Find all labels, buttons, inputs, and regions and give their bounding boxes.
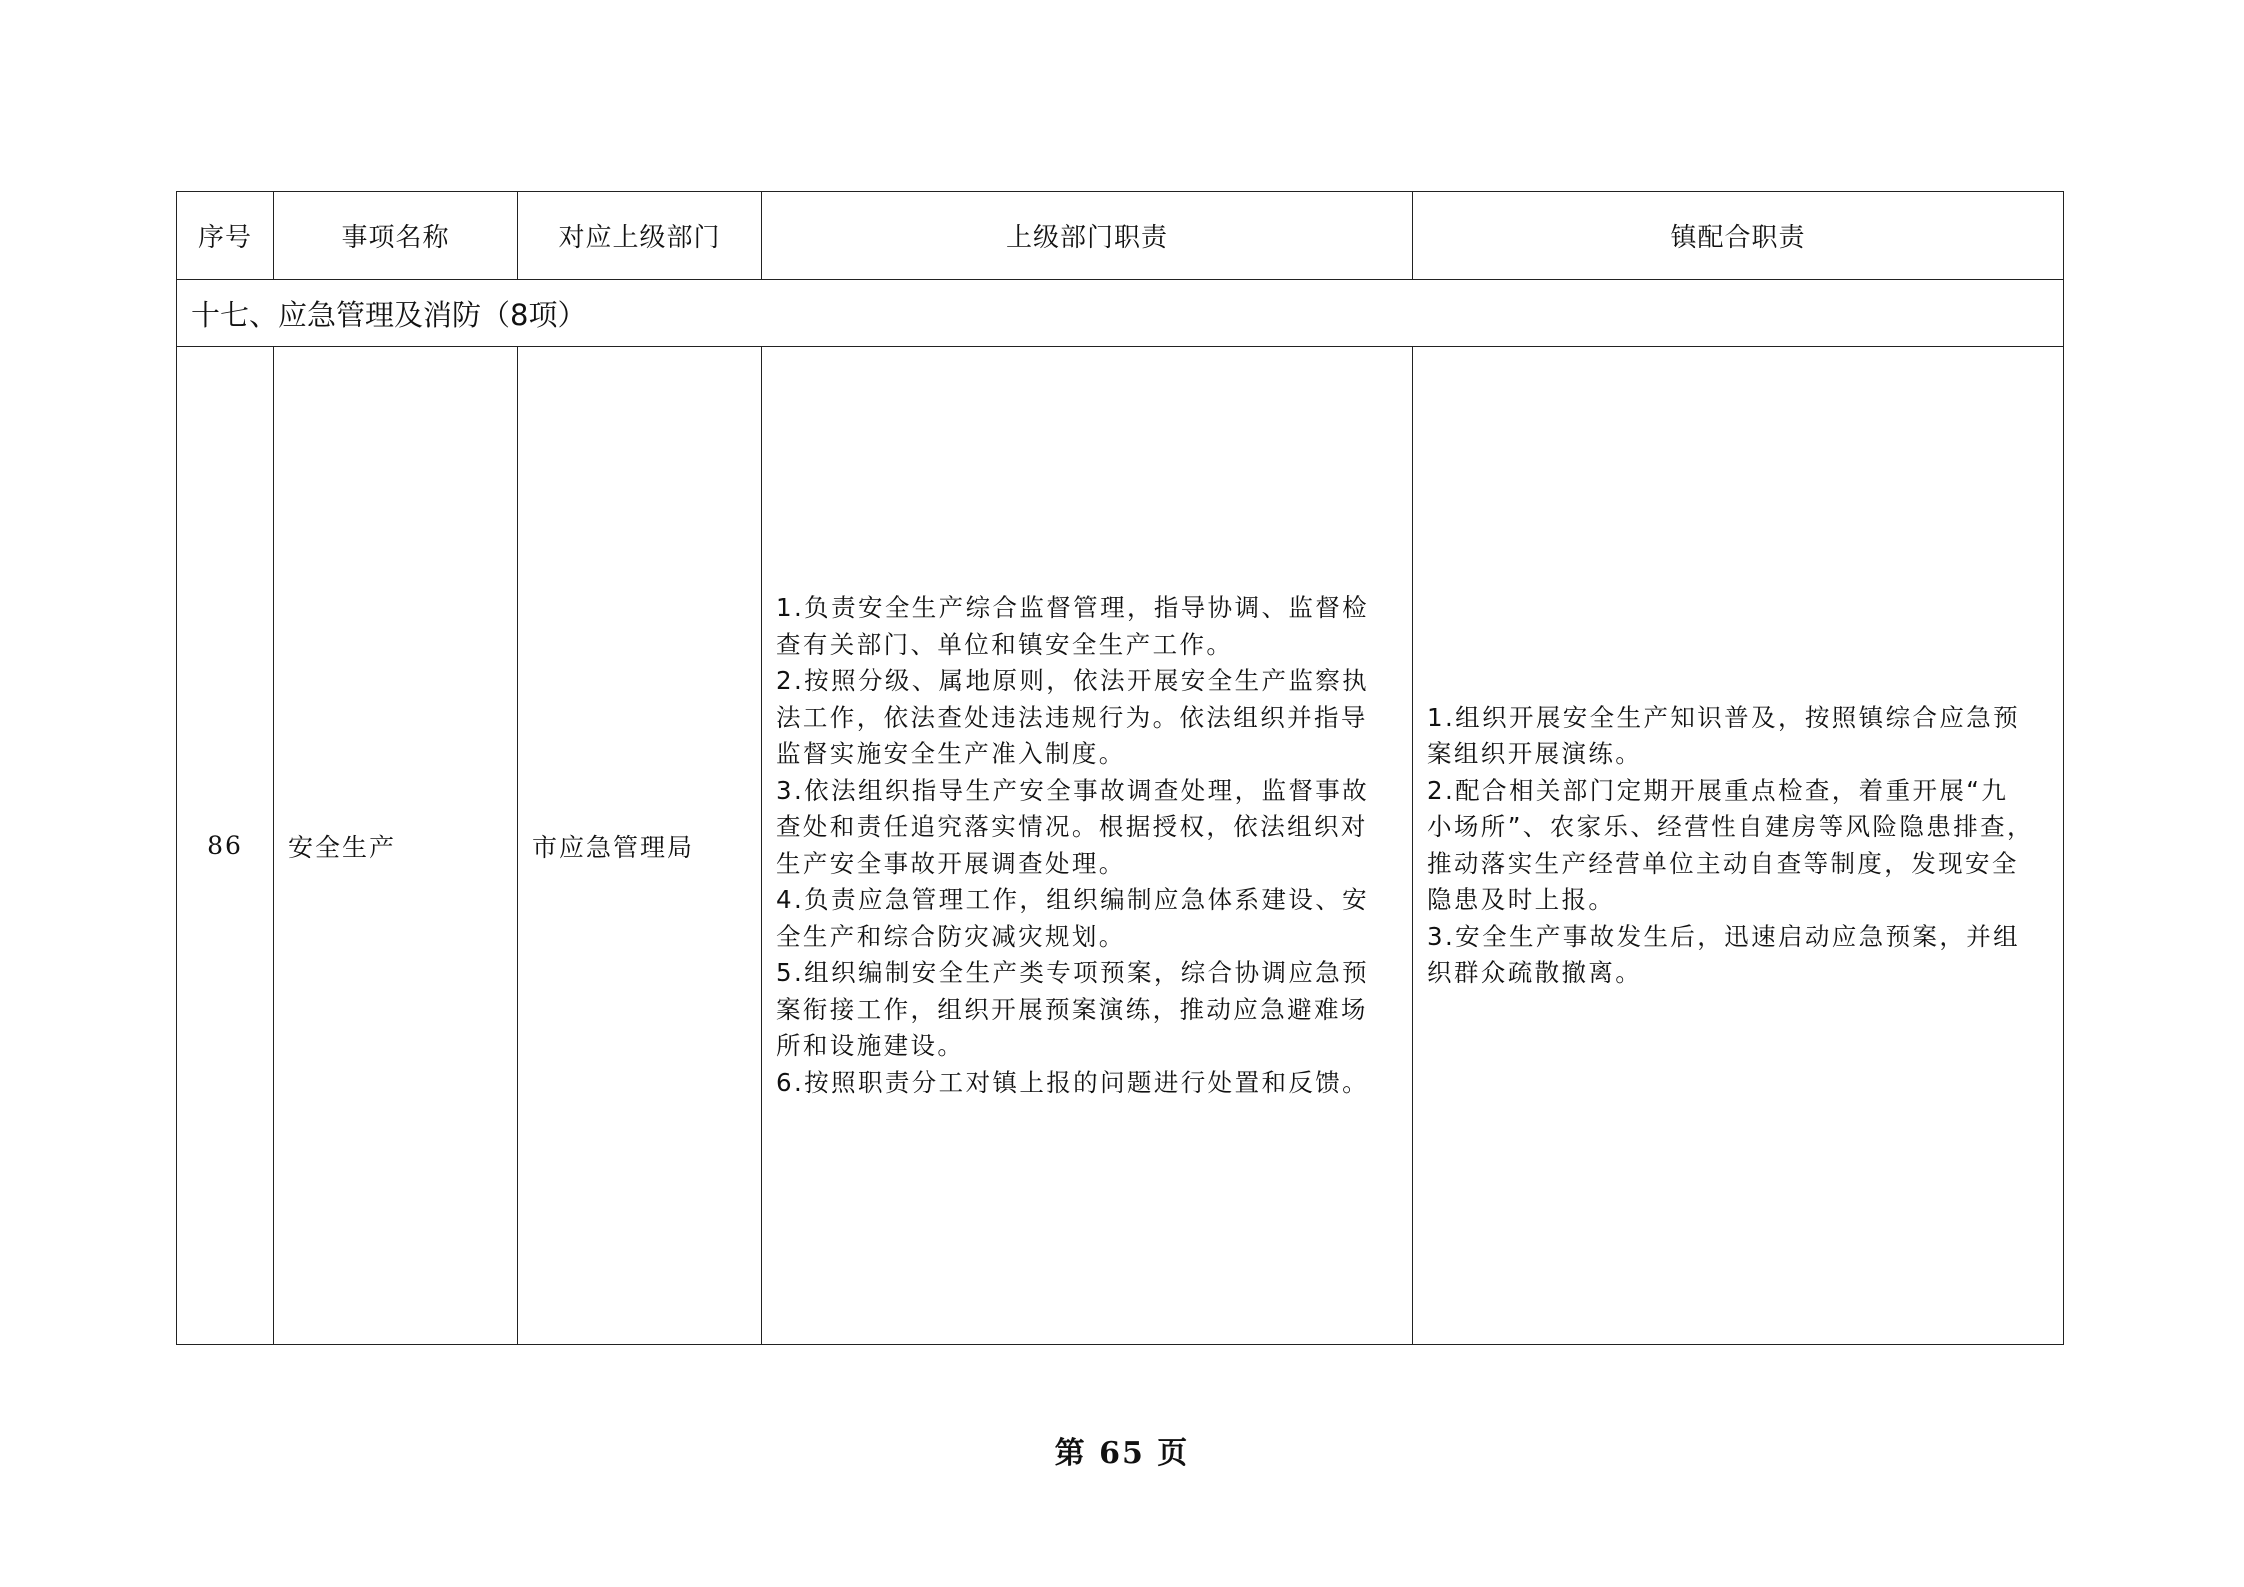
upper-duty-line: 6.按照职责分工对镇上报的问题进行处置和反馈。 bbox=[776, 1067, 1370, 1097]
town-duty-line: 3.安全生产事故发生后，迅速启动应急预案，并组 bbox=[1427, 921, 2021, 951]
upper-duty-line: 3.依法组织指导生产安全事故调查处理，监督事故 bbox=[776, 775, 1370, 805]
town-duty-line: 2.配合相关部门定期开展重点检查，着重开展“九 bbox=[1427, 775, 2009, 805]
upper-duty-line: 4.负责应急管理工作，组织编制应急体系建设、安 bbox=[776, 885, 1370, 914]
row-town-duties bbox=[1413, 347, 2064, 1345]
upper-duty-line: 生产安全事故开展调查处理。 bbox=[776, 848, 1126, 878]
town-duty-line: 案组织开展演练。 bbox=[1427, 739, 1643, 768]
section-row bbox=[177, 280, 2064, 347]
town-duty-line: 小场所”、农家乐、经营性自建房等风险隐患排查， bbox=[1427, 812, 2034, 841]
header-item-name: 事项名称 bbox=[274, 192, 518, 280]
responsibility-table bbox=[176, 191, 2064, 1345]
row-number: 86 bbox=[177, 347, 274, 1345]
header-number: 序号 bbox=[177, 192, 274, 280]
town-duty-line: 织群众疏散撤离。 bbox=[1427, 958, 1643, 987]
town-duty-line: 隐患及时上报。 bbox=[1427, 885, 1616, 914]
upper-duty-line: 2.按照分级、属地原则，依法开展安全生产监察执 bbox=[776, 666, 1370, 695]
town-duty-line: 1.组织开展安全生产知识普及，按照镇综合应急预 bbox=[1427, 702, 2021, 732]
row-upper-duties bbox=[762, 347, 1413, 1345]
section-title: 十七、应急管理及消防（8项） bbox=[177, 280, 2064, 347]
page-number: 第 65 页 bbox=[1054, 1436, 1190, 1471]
table-row bbox=[177, 347, 2064, 1345]
upper-duty-line: 所和设施建设。 bbox=[776, 1031, 965, 1060]
header-town-duties: 镇配合职责 bbox=[1413, 192, 2064, 280]
upper-duty-line: 监督实施安全生产准入制度。 bbox=[776, 739, 1126, 768]
upper-duty-line: 全生产和综合防灾减灾规划。 bbox=[776, 921, 1126, 951]
header-department: 对应上级部门 bbox=[518, 192, 762, 280]
upper-duty-line: 查处和责任追究落实情况。根据授权，依法组织对 bbox=[776, 812, 1368, 841]
row-item-name: 安全生产 bbox=[274, 347, 518, 1345]
town-duty-line: 推动落实生产经营单位主动自查等制度，发现安全 bbox=[1427, 848, 2019, 878]
upper-duty-line: 法工作，依法查处违法违规行为。依法组织并指导 bbox=[776, 702, 1368, 732]
table-header-row bbox=[177, 192, 2064, 280]
upper-duty-line: 5.组织编制安全生产类专项预案，综合协调应急预 bbox=[776, 958, 1370, 987]
upper-duty-line: 1.负责安全生产综合监督管理，指导协调、监督检 bbox=[776, 593, 1370, 622]
header-upper-duties: 上级部门职责 bbox=[762, 192, 1413, 280]
upper-duty-line: 查有关部门、单位和镇安全生产工作。 bbox=[776, 629, 1234, 659]
row-department: 市应急管理局 bbox=[518, 347, 762, 1345]
upper-duty-line: 案衔接工作，组织开展预案演练，推动应急避难场 bbox=[776, 994, 1368, 1024]
